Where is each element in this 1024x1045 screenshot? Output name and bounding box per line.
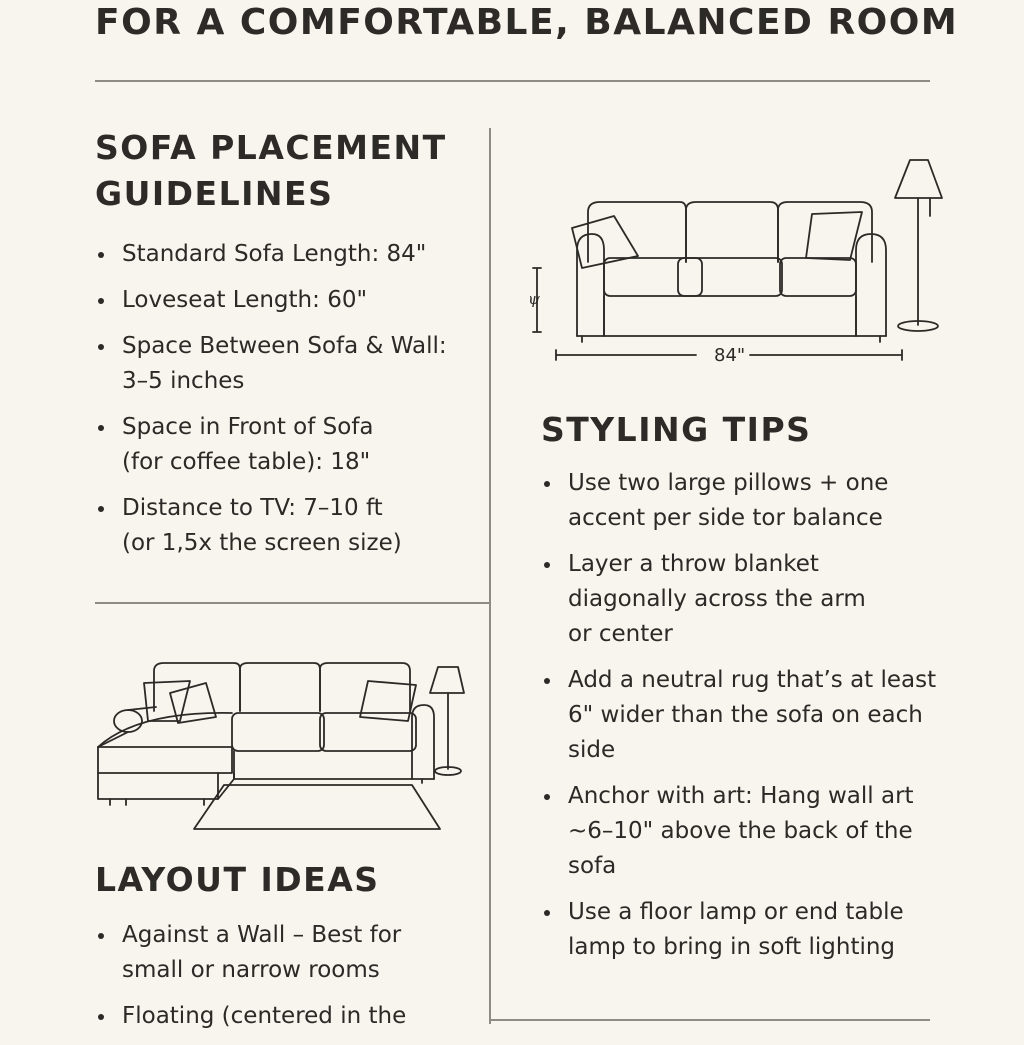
back-cushion — [240, 663, 320, 711]
seat-cushion — [232, 713, 324, 751]
right-bottom-divider — [490, 1019, 930, 1021]
list-item — [541, 547, 981, 652]
list-item — [95, 491, 485, 561]
list-item-text: Against a Wall – Best for — [122, 922, 402, 948]
right-arm — [856, 234, 886, 336]
back-cushion — [154, 663, 240, 711]
placement-list — [95, 237, 485, 572]
title-divider — [95, 80, 930, 82]
list-item-text: accent per side tor balance — [568, 505, 883, 531]
list-item-text: or center — [568, 621, 673, 647]
list-item-text: Standard Sofa Length: 84" — [122, 241, 427, 267]
list-item-text: small or narrow rooms — [122, 957, 380, 983]
list-item — [541, 779, 981, 884]
column-divider — [489, 128, 491, 1024]
list-item-text: Use a floor lamp or end table — [568, 899, 904, 925]
list-item-text: Layer a throw blanket — [568, 551, 819, 577]
list-item-text: Loveseat Length: 60" — [122, 287, 368, 313]
seat-cushion — [604, 258, 702, 296]
layout-heading: LAYOUT IDEAS — [95, 860, 380, 899]
list-item-text: Space Between Sofa & Wall: — [122, 333, 447, 359]
list-item — [541, 895, 981, 965]
sofa-height-label: ψ — [528, 290, 540, 308]
sofa-illustration — [520, 150, 950, 370]
left-arm — [577, 234, 604, 336]
list-item-text: Space in Front of Sofa — [122, 414, 374, 440]
chaise-seat — [98, 747, 232, 773]
rug — [194, 785, 440, 829]
back-cushion — [686, 202, 778, 262]
table-lamp — [430, 667, 464, 693]
left-section-divider — [95, 602, 489, 604]
pillow — [806, 212, 862, 260]
list-item-text: diagonally across the arm — [568, 586, 866, 612]
list-item — [95, 918, 485, 988]
list-item-text: Floating (centered in the — [122, 1003, 407, 1029]
placement-heading — [95, 125, 447, 217]
placement-heading-line: GUIDELINES — [95, 174, 334, 213]
pillow — [360, 681, 416, 721]
back-cushion — [320, 663, 410, 711]
sectional-illustration — [92, 655, 472, 835]
chaise-base — [218, 773, 234, 799]
list-item — [95, 237, 485, 272]
styling-heading: STYLING TIPS — [541, 410, 812, 449]
list-item-text: 3–5 inches — [122, 368, 245, 394]
list-item-text: (for coffee table): 18" — [122, 449, 371, 475]
floor-lamp — [918, 198, 930, 325]
layout-list — [95, 918, 485, 1045]
list-item-text: Use two large pillows + one — [568, 470, 889, 496]
list-item — [541, 466, 981, 536]
page-title: FOR A COMFORTABLE, BALANCED ROOM — [95, 2, 959, 43]
list-item-text: lamp to bring in soft lighting — [568, 934, 896, 960]
sofa-width-label: 84" — [714, 345, 746, 366]
styling-list — [541, 466, 981, 976]
list-item-text: 6" wider than the sofa on each — [568, 702, 923, 728]
list-item-text: sofa — [568, 853, 617, 879]
list-item — [95, 329, 485, 399]
list-item-text: Distance to TV: 7–10 ft — [122, 495, 383, 521]
sofa-base — [604, 296, 856, 336]
list-item-text: ~6–10" above the back of the — [568, 818, 913, 844]
list-item — [95, 283, 485, 318]
chaise-base — [98, 773, 218, 799]
list-item — [95, 410, 485, 480]
seat-cushion — [780, 258, 856, 296]
list-item-text: Anchor with art: Hang wall art — [568, 783, 914, 809]
seat-cushion — [678, 258, 782, 296]
list-item — [541, 663, 981, 768]
placement-heading-line: SOFA PLACEMENT — [95, 128, 447, 167]
floor-lamp — [895, 160, 942, 198]
sofa-base — [234, 751, 434, 779]
list-item — [95, 999, 485, 1034]
list-item-text: (or 1,5x the screen size) — [122, 530, 402, 556]
seat-cushion — [320, 713, 416, 751]
chaise-foot — [110, 799, 204, 805]
pillow — [170, 683, 216, 723]
list-item-text: side — [568, 737, 616, 763]
list-item-text: Add a neutral rug that’s at least — [568, 667, 937, 693]
